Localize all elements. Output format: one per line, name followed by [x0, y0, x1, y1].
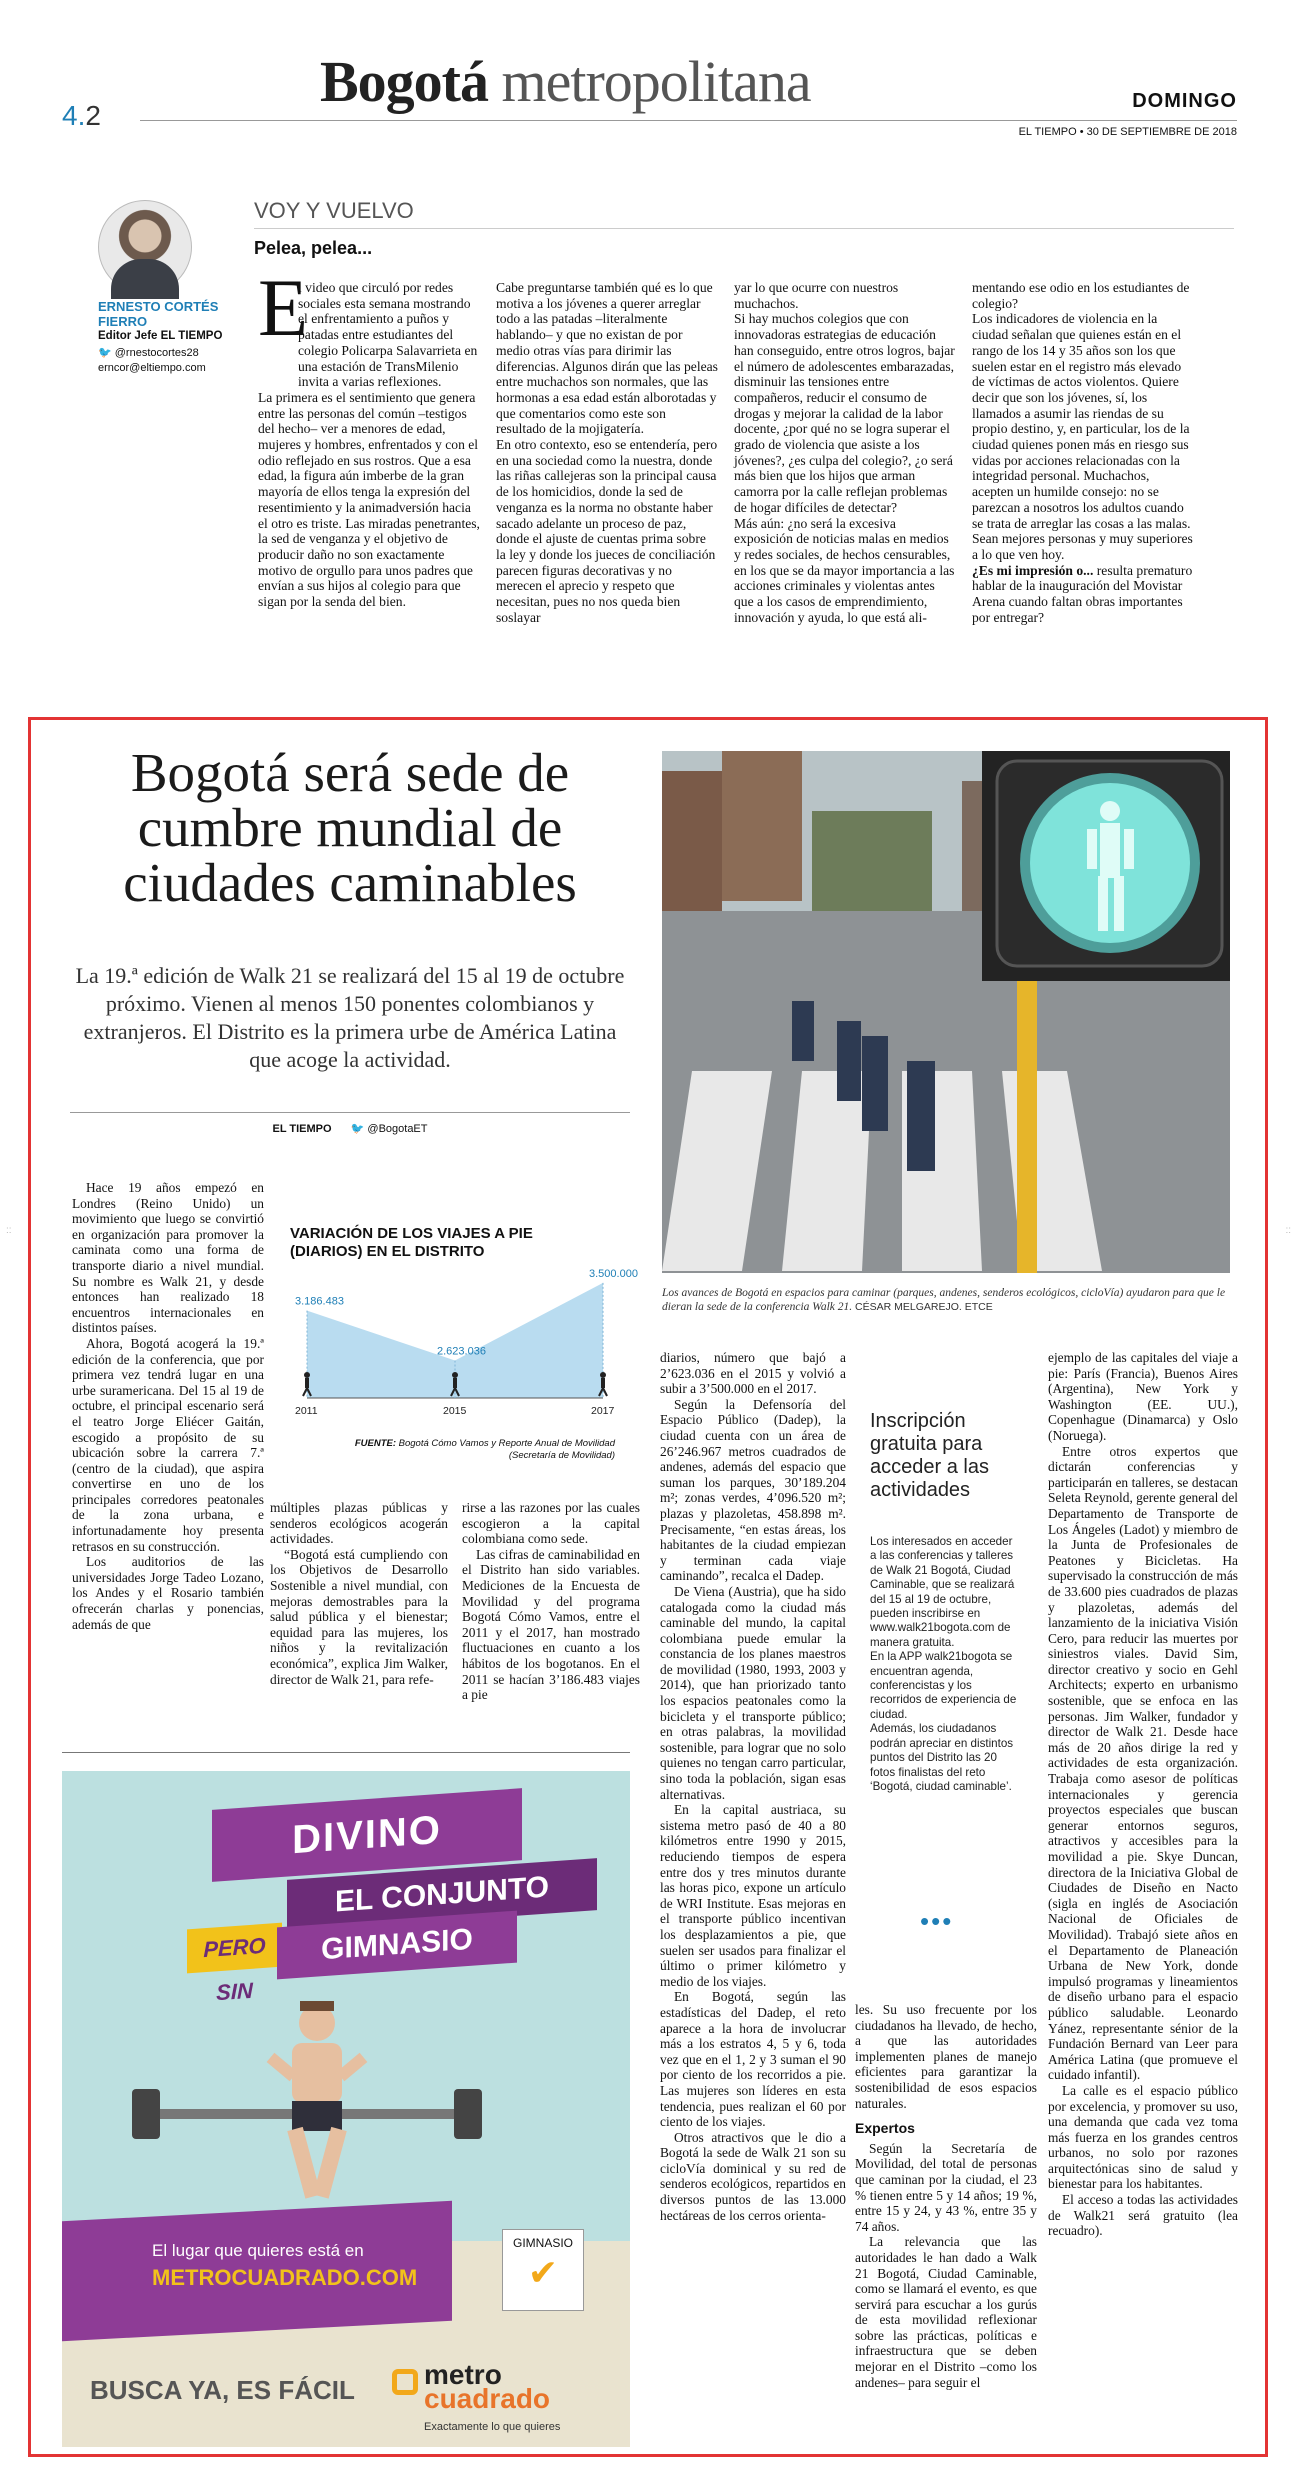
article-paragraph: Otros atractivos que le dio a Bogotá la sede de Walk 21 son su cicloVía dominical y su red de senderos ecológicos, repartidos en diversos puntos de las 13.000 hectáreas de los cerros orienta- [660, 2129, 846, 2223]
chart-value-label: 3.186.483 [295, 1295, 344, 1308]
chart-source [350, 1438, 615, 1462]
margin-marker-left: :: [6, 1225, 12, 1236]
article-paragraph: rirse a las razones por las cuales escogieron a la capital colombiana como sede. [462, 1500, 640, 1547]
chart-x-label: 2011 [295, 1405, 318, 1417]
chart-source-label: FUENTE: [354, 1438, 397, 1449]
gym-checkbox-card [502, 2229, 584, 2311]
column-kicker: VOY Y VUELVO [254, 198, 414, 223]
byline-rule [70, 1112, 630, 1113]
sidebar-body [870, 1535, 1020, 1794]
article-paragraph: Las cifras de caminabilidad en el Distrito han sido variables. Mediciones de la Encuesta de Movilidad y del programa Bogotá Cómo Vamos, entre el 2011 y el 2017, han mostrado fluctuaciones en cuanto a los hábitos de los bogotanos. En el 2011 se hacían 3’186.483 viajes a pie [462, 1546, 640, 1703]
column-col-4 [972, 280, 1194, 625]
barbell-plate-left [132, 2089, 160, 2139]
article-col-4 [660, 1350, 846, 2223]
chart-title: VARIACIÓN DE LOS VIAJES A PIE (DIARIOS) EN EL DISTRITO [290, 1225, 533, 1260]
ad-headline-3b: GIMNASIO [277, 1911, 517, 1980]
chart-source-text: Bogotá Cómo Vamos y Reporte Anual de Movilidad (Secretaría de Movilidad) [398, 1438, 615, 1461]
article-col-3 [462, 1500, 640, 1703]
article-headline: Bogotá será sede de cumbre mundial de ciudades caminables [123, 742, 577, 913]
column-paragraph: Si hay muchos colegios que con innovadoras estrategias de educación han conseguido, entre otros logros, bajar el número de adolescentes embarazadas, disminuir las tensiones entre compañeros, reducir el consumo de drogas y mejorar la calidad de la labor docente, ¿por qué no se logra superar el grado de violencia que asiste a los jóvenes?, ¿es culpa del colegio?, ¿o será más bien que los hijos que arman camorra por la calle reflejan problemas de hogar difíciles de detectar? [734, 311, 955, 515]
article-paragraph: Hace 19 años empezó en Londres (Reino Unido) un movimiento que luego se convirtió en organización para promover la caminata como una forma de transporte diario a nivel mundial. Su nombre es Walk 21, y desde entonces han realizado 18 encuentros internacionales en distintos países. [72, 1180, 264, 1336]
column-paragraph: l video que circuló por redes sociales esta semana mostrando el enfrentamiento a puños y patadas entre estudiantes del colegio Policarpa Salavarrieta en una estación de TransMilenio invita a varias reflexiones. [298, 280, 478, 390]
chart-x-label: 2017 [591, 1405, 615, 1417]
byline [70, 1122, 630, 1135]
article-paragraph: El acceso a todas las actividades de Walk21 será gratuito (lea recuadro). [1048, 2192, 1238, 2239]
masthead-light: metropolitana [501, 49, 811, 114]
sidebar-dots: ••• [920, 1906, 954, 1936]
article-paragraph: La calle es el espacio público por excelencia, y promover su uso, una demanda que cada vez toma más fuerza en los grandes centros urbanos, no solo por razones arquitectónicas sino de salud y bienestar para los habitantes. [1048, 2082, 1238, 2192]
article-paragraph: La relevancia que las autoridades le han dado a Walk 21 Bogotá, Ciudad Caminable, como se llamará el evento, es que servirá para escuchar a los gurús de esta movilidad reflexionar sobre las prácticas, políticas e infraestructura que se deben mejorar en el Distrito –como los andenes– para seguir el [855, 2234, 1037, 2390]
sidebar-paragraph: En la APP walk21bogota se encuentran agenda, conferencistas y los recorridos de experiencia de ciudad. [870, 1650, 1017, 1721]
ad-cta[interactable]: BUSCA YA, ES FÁCIL [90, 2375, 355, 2405]
article-paragraph: Según la Secretaría de Movilidad, del total de personas que caminan por la ciudad, el 23 % tienen entre 5 y 14 años; 19 %, entre 15 y 24, y 43 %, entre 35 y 74 años. [855, 2140, 1037, 2234]
author-twitter[interactable] [98, 346, 199, 359]
advertisement[interactable] [62, 1771, 630, 2447]
column-paragraph: Más aún: ¿no será la excesiva exposición de noticias malas en medios y redes sociales, de hechos censurables, en los que se da mayor importancia a las acciones criminales y violentas antes que a los casos de emprendimiento, innovación y ayuda, lo que está ali- [734, 515, 955, 625]
article-paragraph: En la capital austriaca, su sistema metro pasó de 40 a 80 kilómetros entre 1990 y 2015, reduciendo tiempos de espera entre dos y tres minutos durante las horas pico, expone un artículo de WRI Institute. Esas mejoras en el transporte público incentivan los desplazamientos a pie, que suelen ser usados para finalizar el último o primer kilómetro y medio de los viajes. [660, 1802, 846, 1989]
twitter-icon: 🐦 [350, 1123, 365, 1135]
expertos-heading: Expertos [855, 2120, 915, 2137]
article-paragraph: Según la Defensoría del Espacio Público (Dadep), la ciudad cuenta con un área de 26’246.967 metros cuadrados de andenes, además del espacio que suman los parques, 30’189.204 m²; zonas verdes, 4’096.520 m²; plazas y plazoletas, 458.898 m². Precisamente, “en estas áreas, los habitantes de la ciudad empiezan y terminan cada viaje caminando”, recalca el Dadep. [660, 1396, 846, 1584]
page-number [62, 100, 101, 132]
weightlifter-figure [262, 2001, 372, 2211]
article-paragraph: De Viena (Austria), que ha sido catalogada como la ciudad más caminable del mundo, la capital colombiana puede emular la constancia de los planes maestros de movilidad (1980, 1993, 2003 y 2014), que han priorizado tanto los espacios peatonales como la bicicleta y el transporte público; en otras palabras, la movilidad sostenible, para lograr que no solo quienes no tengan carro particular, sino toda la población, sigan esas alternativas. [660, 1583, 846, 1802]
article-paragraph: Los auditorios de las universidades Jorge Tadeo Lozano, los Andes y el Rosario también ofrecerán charlas y ponencias, además de que [72, 1554, 264, 1632]
sidebar-title: Inscripción gratuita para acceder a las actividades [870, 1410, 989, 1501]
column-col-3 [734, 280, 956, 625]
article-paragraph: les. Su uso frecuente por los ciudadanos ha llevado, de hecho, a que las autoridades implementen planes de manejo eficientes para garantizar la sostenibilidad de esos espacios naturales. [855, 2002, 1037, 2111]
author-twitter-handle: @rnestocortes28 [114, 347, 199, 359]
column-paragraph: Cabe preguntarse también qué es lo que motiva a los jóvenes a querer arreglar todo a las patadas –literalmente hablando– y que no existan de por medio otras vías para dirimir las diferencias. Algunos dirán que las peleas entre muchachos son normales, que las hormonas a esa edad están alborotadas y que comentarios como este son resultado de la mojigatería. [496, 280, 718, 437]
sidebar-paragraph: Los interesados en acceder a las conferencias y talleres de Walk 21 Bogotá, Ciudad Caminable, que se realizará del 15 al 19 de octubre, pueden inscribirse en www.walk21bogota.com de manera gratuita. [870, 1535, 1015, 1649]
article-col-2 [270, 1500, 448, 1687]
photo-credit: CÉSAR MELGAREJO. ETCE [855, 1301, 993, 1313]
margin-marker-right: :: [1285, 1225, 1291, 1236]
article-deck: La 19.ª edición de Walk 21 se realizará del 15 al 19 de octubre próximo. Vienen al menos 150 ponentes colombianos y extranjeros. El Distrito es la primera urbe de América Latina que acoge la actividad. [75, 963, 625, 1072]
logo-part-a: metro [424, 2359, 502, 2390]
article-paragraph: En Bogotá, según las estadísticas del Dadep, el reto aparece a la hora de involucrar más a los estratos 4, 5 y 6, toda vez que en el 1, 2 y 3 suman el 90 por ciento de los recorridos a pie. Las mujeres son líderes en esta tendencia, pues realizan el 60 por ciento de los viajes. [660, 1989, 846, 2130]
column-paragraph: La primera es el sentimiento que genera entre las personas del común –testigos del hecho– ver a menores de edad, mujeres y hombres, enfrentados y con el odio reflejado en sus rostros. Que a esa edad, la figura aún imberbe de la gran mayoría de ellos tenga la expresión del resentimiento y la animadversión hacia el otro es triste. Las miradas penetrantes, la sed de venganza y el objetivo de producir daño no son exactamente motivo de orgullo para unos padres que envían a sus hijos al colegio para que sigan por la senda del bien. [258, 389, 480, 610]
article-photo [662, 751, 1230, 1273]
metrocuadrado-logo[interactable] [424, 2359, 561, 2439]
ad-rule [62, 1752, 630, 1753]
masthead-bold: Bogotá [320, 49, 488, 114]
article-col-1 [72, 1180, 264, 1632]
page-num: 2 [85, 100, 101, 131]
column-paragraph: yar lo que ocurre con nuestros muchachos. [734, 280, 899, 311]
column-bold-lead: ¿Es mi impresión o... [972, 562, 1094, 578]
dropcap: E [258, 262, 309, 353]
column-title: Pelea, pelea... [254, 238, 373, 258]
twitter-icon: 🐦 [98, 347, 112, 359]
article-paragraph: “Bogotá está cumpliendo con los Objetivos de Desarrollo Sostenible a nivel mundial, con mejoras demostrables para la salud pública y el bienestar; equidad para las mujeres, los niños y la revitalización económica”, explica Jim Walker, director de Walk 21, para refe- [270, 1546, 448, 1687]
checkmark-icon: ✔ [527, 2252, 559, 2293]
masthead [320, 48, 811, 115]
ad-headline-2: EL CONJUNTO [287, 1858, 597, 1932]
column-paragraph: mentando ese odio en los estudiantes de colegio? [972, 280, 1190, 311]
dateline: EL TIEMPO • 30 DE SEPTIEMBRE DE 2018 [1018, 126, 1237, 138]
chart-x-label: 2015 [443, 1405, 467, 1417]
ad-tagline-1: El lugar que quieres está en [152, 2241, 364, 2260]
column-rule [254, 228, 1234, 229]
chart-value-label: 3.500.000 [589, 1267, 638, 1280]
page-section: 4. [62, 100, 86, 131]
barbell-plate-right [454, 2089, 482, 2139]
article-paragraph: ejemplo de las capitales del viaje a pie: París (Francia), Buenos Aires (Argentina), New York y Washington (EE. UU.), Copenhague (Dinamarca) y Oslo (Noruega). [1048, 1350, 1238, 1443]
article-col-6 [1048, 1350, 1238, 2239]
article-col-5 [855, 2002, 1037, 2390]
article-paragraph: múltiples plazas públicas y senderos ecológicos acogerán actividades. [270, 1500, 448, 1547]
article-paragraph: Ahora, Bogotá acogerá la 19.ª edición de la conferencia, que por primera vez tendrá lugar en una urbe suramericana. Del 15 al 19 de octubre, el principal escenario será el teatro Jorge Eliécer Gaitán, escogido a propósito de su ubicación sobre la carrera 7.ª (centro de la ciudad), que aspira convertirse en uno de los principales corredores peatonales de la zona urbana, e infortunadamente hoy presenta retrasos en su construcción. [72, 1335, 264, 1554]
crosswalk-photo-illustration [662, 751, 1230, 1273]
ad-headline-1: DIVINO [212, 1788, 522, 1882]
author-role: Editor Jefe EL TIEMPO [98, 330, 223, 342]
header-rule [140, 120, 1237, 121]
logo-slogan: Exactamente lo que quieres [424, 2421, 561, 2433]
caption-text: Los avances de Bogotá en espacios para caminar (parques, andenes, senderos ecológicos, cicloVía) ayudaron para que le dieran la sede de la conferencia Walk 21. [662, 1287, 1226, 1313]
author-name: ERNESTO CORTÉS FIERRO [98, 299, 219, 329]
column-end-text: resulta prematuro hablar de la inauguración del Movistar Arena cuando faltan obras importantes por entregar? [972, 562, 1193, 625]
article-paragraph: diarios, número que bajó a 2’623.036 en el 2015 y volvió a subir a 3’500.000 en el 2017. [660, 1350, 846, 1397]
day-label: DOMINGO [1132, 90, 1237, 112]
byline-source: EL TIEMPO [272, 1123, 332, 1135]
column-paragraph [972, 563, 1194, 626]
ad-headline-3a: PERO SIN [187, 1923, 282, 1974]
walk-trips-chart [285, 1258, 638, 1438]
byline-twitter[interactable]: @BogotaET [367, 1123, 428, 1135]
column-col-1 [258, 280, 480, 610]
article-paragraph: Entre otros expertos que dictarán conferencias y participarán en talleres, se destacan Seleta Reynold, gerente general del Departamento de Transporte de Los Ángeles (Ladot) y miembro de la Junta de Profesionales de Peatones y Bicicletas. Ha supervisado la construcción de más de 33.600 pies cuadrados de plazas y plazoletas, además del lanzamiento de la iniciativa Visión Cero, para reducir las muertes por siniestros viales. David Sim, director creativo y socio en Gehl Architects; experto en urbanismo sostenible, que se enfoca en las personas. Jim Walker, fundador y director de Walk 21. Desde hace más de 20 años dirige la red y actividades de esta organización. Trabaja como asesor de políticas internacionales y gerencia proyectos especiales que buscan generar entornos seguros, atractivos y accesibles para la movilidad a pie. Skye Duncan, directora de la Iniciativa Global de Ciudades de Diseño en Nacto (sigla en inglés de Asociación Nacional de Oficiales de Movilidad). Trabajó siete años en el Departamento de Planeación Urbana de New York, donde impulsó programas y lineamientos de diseño urbano para el espacio público saludable. Leonardo Yánez, representante sénior de la Fundación Bernard van Leer para América Latina (que promueve el cuidado infantil). [1048, 1443, 1238, 2083]
author-email[interactable]: erncor@eltiempo.com [98, 362, 206, 374]
column-paragraph: En otro contexto, eso se entendería, pero en una sociedad como la nuestra, donde las riñas callejeras son la principal causa de los homicidios, donde la sed de venganza es la norma no obstante haber sacado adelante un proceso de paz, donde el ajuste de cuentas prima sobre la ley y donde los jueces de conciliación parecen figuras decorativas y no merecen el aprecio y respeto que necesitan, pues no nos queda bien soslayar [496, 437, 718, 625]
column-col-2 [496, 280, 718, 625]
column-paragraph: Los indicadores de violencia en la ciudad señalan que quienes están en el rango de los 14 y 35 años son los que suelen estar en el registro más elevado de víctimas de actos violentos. Quiere decir que son los jóvenes, sí, los llamados a asumir las riendas de su propio destino, y, en particular, los de la ciudad quienes ponen más en riesgo sus vidas por acciones relacionadas con la integridad personal. Muchachos, acepten un humilde consejo: no se parezcan a nosotros los adultos cuando se trata de arreglar las cosas a las malas. Sean mejores personas y muy superiores a lo que ven hoy. [972, 311, 1193, 562]
sidebar-paragraph: Además, los ciudadanos podrán apreciar en distintos puntos del Distrito las 20 fotos finalistas del reto ‘Bogotá, ciudad caminable’. [870, 1722, 1014, 1793]
ad-tagline-2[interactable]: METROCUADRADO.COM [152, 2265, 418, 2290]
chart-value-label: 2.623.036 [437, 1345, 486, 1358]
logo-part-b: cuadrado [424, 2383, 551, 2414]
photo-caption [662, 1286, 1237, 1314]
metrocuadrado-logo-icon [392, 2369, 418, 2395]
author-avatar [98, 200, 192, 294]
gym-label: GIMNASIO [512, 2236, 573, 2250]
